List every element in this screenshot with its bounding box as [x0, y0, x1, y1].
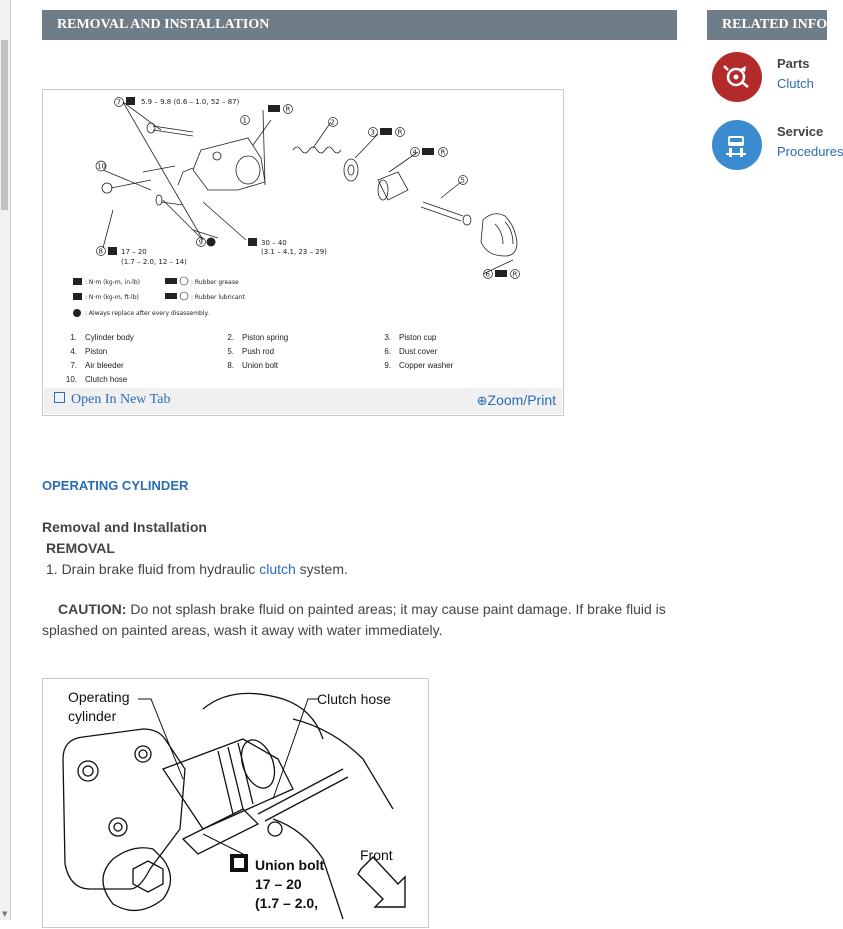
part-name: Air bleeder	[85, 360, 124, 370]
part-name: Piston cup	[399, 332, 437, 342]
related-info-header: RELATED INFO	[707, 10, 827, 40]
callout-8: 8	[98, 247, 103, 256]
part-num: 5.	[227, 346, 234, 356]
related-service-title: Service	[777, 124, 824, 139]
label-operating: Operating	[68, 689, 130, 705]
callout-7: 7	[116, 98, 121, 107]
part-name: Dust cover	[399, 346, 438, 356]
open-in-new-tab-label: Open In New Tab	[71, 392, 171, 407]
torque-union-bolt: 17 – 20	[121, 248, 147, 256]
legend-rubber-grease: : Rubber grease	[191, 279, 239, 286]
part-name: Piston	[85, 346, 108, 356]
legend-nm-ft: : N·m (kg-m, ft-lb)	[85, 294, 139, 301]
part-num: 10.	[65, 374, 77, 384]
removal-heading: REMOVAL	[46, 540, 115, 556]
part-num: 2.	[227, 332, 234, 342]
lift-icon	[712, 120, 762, 170]
part-name: Cylinder body	[85, 332, 134, 342]
new-tab-icon	[54, 392, 65, 403]
parts-list	[57, 330, 528, 386]
open-in-new-tab-link[interactable]	[54, 392, 170, 408]
part-name: Clutch hose	[85, 374, 128, 384]
part-num: 8.	[227, 360, 234, 370]
part-name: Copper washer	[399, 360, 454, 370]
operating-cylinder-figure	[42, 678, 429, 928]
removal-installation-heading: Removal and Installation	[42, 519, 207, 535]
grease-r-4: R	[440, 148, 446, 157]
zoom-icon: ⊕	[476, 394, 488, 409]
zoom-print-link[interactable]	[477, 392, 556, 409]
part-num: 3.	[384, 332, 391, 342]
part-name: Push rod	[242, 346, 275, 356]
related-item-service[interactable]	[712, 120, 843, 172]
callout-6: 6	[485, 270, 490, 279]
label-union-bolt: Union bolt	[255, 857, 325, 873]
part-num: 7.	[70, 360, 77, 370]
exploded-diagram	[43, 90, 563, 325]
related-item-parts[interactable]	[712, 52, 822, 104]
callout-1: 1	[242, 116, 247, 125]
related-parts-link[interactable]: Clutch	[777, 76, 814, 91]
legend-rubber-lubricant: : Rubber lubricant	[191, 294, 245, 301]
part-num: 9.	[384, 360, 391, 370]
left-scrollbar[interactable]	[0, 0, 11, 920]
section-header: REMOVAL AND INSTALLATION	[42, 10, 677, 40]
part-name: Union bolt	[242, 360, 279, 370]
part-num: 4.	[70, 346, 77, 356]
part-num: 1.	[70, 332, 77, 342]
caution-line-2: splashed on painted areas, wash it away with water immediately.	[42, 622, 443, 638]
clutch-link[interactable]: clutch	[259, 561, 296, 577]
callout-10: 10	[97, 162, 106, 171]
zoom-print-label: Zoom/Print	[487, 392, 556, 408]
label-torque-1: 17 – 20	[255, 876, 302, 892]
scrollbar-thumb[interactable]	[1, 40, 8, 210]
callout-2: 2	[330, 118, 335, 127]
label-clutch-hose: Clutch hose	[317, 691, 391, 707]
scroll-down-arrow-icon[interactable]: ▼	[2, 910, 8, 918]
related-service-link[interactable]: Procedures	[777, 144, 843, 159]
step-1	[46, 561, 348, 577]
caution-label: CAUTION:	[58, 601, 127, 617]
legend-nm-in: : N·m (kg-m, in-lb)	[85, 279, 140, 286]
grease-r-6: R	[512, 270, 518, 279]
grease-r-3: R	[397, 128, 403, 137]
torque-mounting-bolt: 30 – 40	[261, 239, 287, 247]
caution-text: Do not splash brake fluid on painted areas; it may cause paint damage. If brake fluid is	[126, 601, 666, 617]
step-1-text: 1. Drain brake fluid from hydraulic	[46, 561, 260, 577]
part-num: 6.	[384, 346, 391, 356]
callout-9: 9	[198, 238, 203, 247]
caution-line-1	[58, 601, 666, 617]
parts-icon	[712, 52, 762, 102]
related-parts-title: Parts	[777, 56, 810, 71]
figure-toolbar	[44, 388, 562, 414]
part-name: Piston spring	[242, 332, 289, 342]
callout-4: 4	[412, 148, 417, 157]
callout-3: 3	[370, 128, 375, 137]
operating-cylinder-heading: OPERATING CYLINDER	[42, 478, 189, 493]
torque-union-bolt-units: (1.7 – 2.0, 12 – 14)	[121, 258, 187, 266]
step-1-text-end: system.	[295, 561, 348, 577]
label-cylinder: cylinder	[68, 708, 117, 724]
torque-air-bleeder: 5.9 – 9.8 (0.6 – 1.0, 52 – 87)	[141, 98, 240, 106]
label-torque-2: (1.7 – 2.0,	[255, 895, 319, 911]
label-front: Front	[360, 847, 393, 863]
callout-5: 5	[460, 176, 465, 185]
torque-mounting-bolt-units: (3.1 – 4.1, 23 – 29)	[261, 248, 327, 256]
legend-replace: : Always replace after every disassembly.	[85, 310, 210, 317]
exploded-diagram-figure	[42, 89, 564, 416]
grease-r-1: R	[285, 105, 291, 114]
